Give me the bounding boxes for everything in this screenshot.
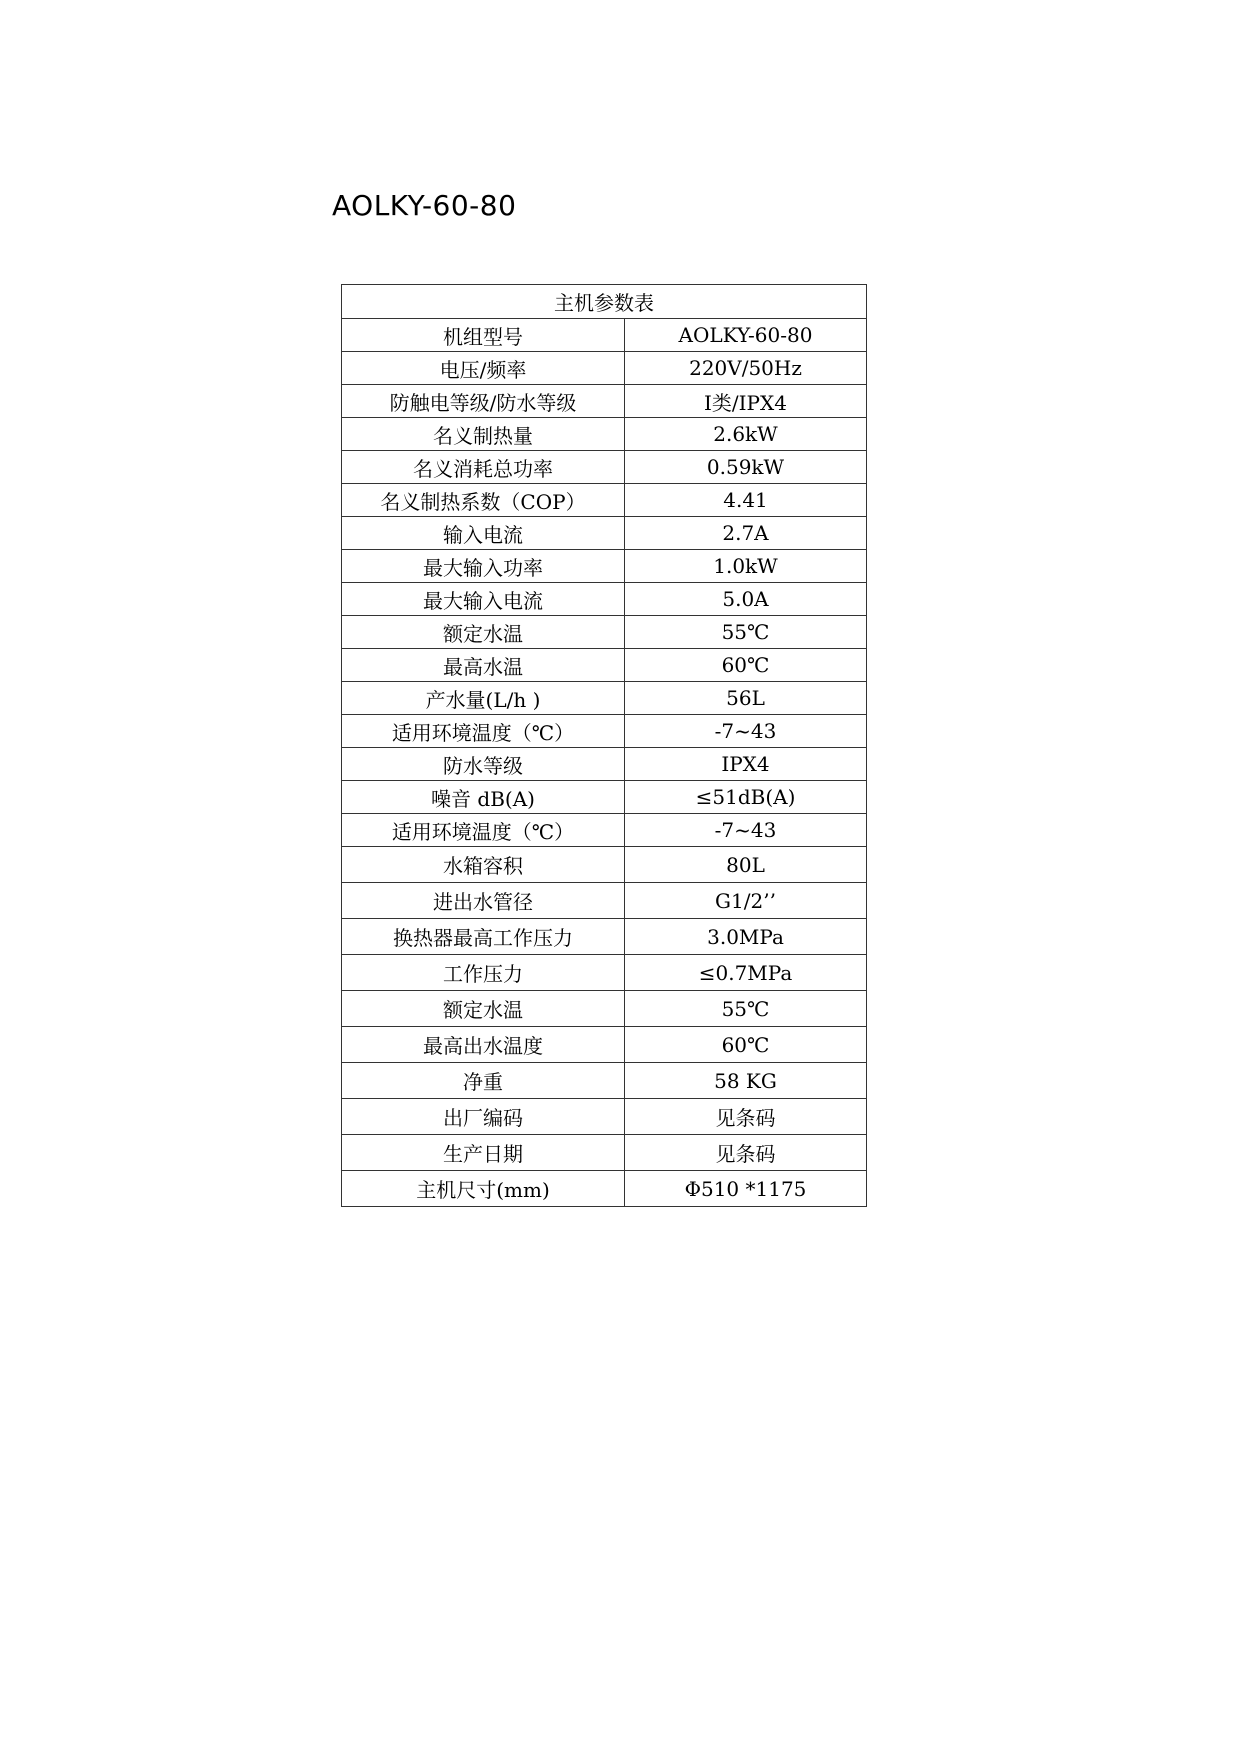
param-label: 最大输入电流	[342, 583, 625, 616]
param-label: 主机尺寸(mm)	[342, 1171, 625, 1207]
param-label: 防水等级	[342, 748, 625, 781]
param-label: 最高出水温度	[342, 1027, 625, 1063]
param-label: 适用环境温度（℃）	[342, 715, 625, 748]
table-row	[342, 919, 867, 955]
table-row	[342, 517, 867, 550]
param-value: 0.59kW	[625, 451, 867, 484]
table-row	[342, 1027, 867, 1063]
table-row	[342, 385, 867, 418]
table-row	[342, 1135, 867, 1171]
table-caption-row	[342, 285, 867, 319]
param-value: -7~43	[625, 814, 867, 847]
table-row	[342, 1063, 867, 1099]
param-label: 名义制热量	[342, 418, 625, 451]
param-value: 5.0A	[625, 583, 867, 616]
table-row	[342, 814, 867, 847]
param-value: -7~43	[625, 715, 867, 748]
param-label: 水箱容积	[342, 847, 625, 883]
param-value: 220V/50Hz	[625, 352, 867, 385]
table-row	[342, 319, 867, 352]
model-heading: AOLKY-60-80	[332, 189, 517, 222]
table-row	[342, 484, 867, 517]
table-row	[342, 781, 867, 814]
table-row	[342, 649, 867, 682]
spec-table	[341, 284, 867, 1207]
table-row	[342, 991, 867, 1027]
param-value: 80L	[625, 847, 867, 883]
table-row	[342, 583, 867, 616]
table-row	[342, 550, 867, 583]
param-label: 进出水管径	[342, 883, 625, 919]
param-label: 电压/频率	[342, 352, 625, 385]
param-value: 1.0kW	[625, 550, 867, 583]
param-label: 产水量(L/h )	[342, 682, 625, 715]
param-value: AOLKY-60-80	[625, 319, 867, 352]
param-label: 工作压力	[342, 955, 625, 991]
param-label: 换热器最高工作压力	[342, 919, 625, 955]
table-row	[342, 1099, 867, 1135]
table-row	[342, 1171, 867, 1207]
param-label: 输入电流	[342, 517, 625, 550]
param-value: 55℃	[625, 616, 867, 649]
param-label: 最高水温	[342, 649, 625, 682]
param-value: 58 KG	[625, 1063, 867, 1099]
param-value: ≤0.7MPa	[625, 955, 867, 991]
table-row	[342, 748, 867, 781]
param-value: 2.6kW	[625, 418, 867, 451]
param-label: 名义消耗总功率	[342, 451, 625, 484]
param-value: 4.41	[625, 484, 867, 517]
param-value: ≤51dB(A)	[625, 781, 867, 814]
param-label: 适用环境温度（℃）	[342, 814, 625, 847]
param-value: I类/IPX4	[625, 385, 867, 418]
table-row	[342, 451, 867, 484]
param-label: 净重	[342, 1063, 625, 1099]
param-value: 见条码	[625, 1135, 867, 1171]
table-caption: 主机参数表	[342, 285, 867, 319]
param-value: 55℃	[625, 991, 867, 1027]
param-label: 额定水温	[342, 991, 625, 1027]
param-value: 2.7A	[625, 517, 867, 550]
table-row	[342, 682, 867, 715]
param-value: IPX4	[625, 748, 867, 781]
param-label: 防触电等级/防水等级	[342, 385, 625, 418]
table-row	[342, 616, 867, 649]
table-row	[342, 847, 867, 883]
param-value: Φ510 *1175	[625, 1171, 867, 1207]
param-value: 见条码	[625, 1099, 867, 1135]
param-label: 最大输入功率	[342, 550, 625, 583]
table-row	[342, 418, 867, 451]
param-label: 出厂编码	[342, 1099, 625, 1135]
param-label: 噪音 dB(A)	[342, 781, 625, 814]
table-row	[342, 955, 867, 991]
param-value: 60℃	[625, 649, 867, 682]
table-row	[342, 352, 867, 385]
table-row	[342, 883, 867, 919]
param-value: 3.0MPa	[625, 919, 867, 955]
param-label: 名义制热系数（COP）	[342, 484, 625, 517]
param-value: 60℃	[625, 1027, 867, 1063]
param-value: G1/2’’	[625, 883, 867, 919]
table-row	[342, 715, 867, 748]
param-value: 56L	[625, 682, 867, 715]
param-label: 机组型号	[342, 319, 625, 352]
param-label: 额定水温	[342, 616, 625, 649]
param-label: 生产日期	[342, 1135, 625, 1171]
